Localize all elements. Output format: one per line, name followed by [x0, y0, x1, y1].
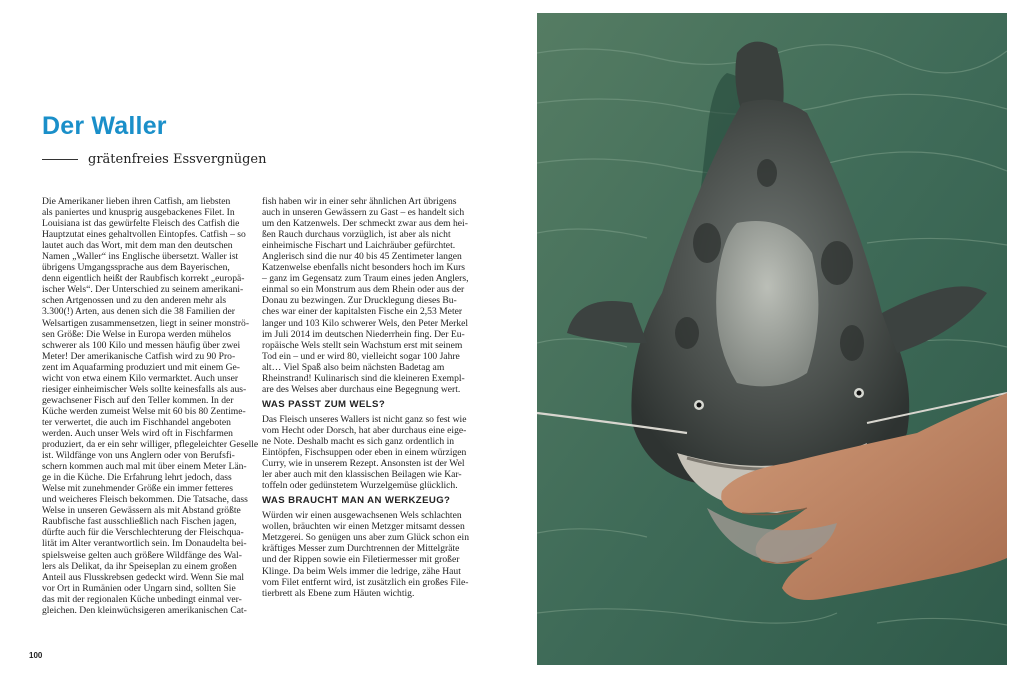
- text-line: Rheinstrand! Kulinarisch sind die kleineren Exempl-: [262, 372, 465, 384]
- text-line: vor Ort in Rumänien oder Ungarn sind, sollten Sie: [42, 582, 236, 594]
- article-title: Der Waller: [42, 112, 167, 140]
- text-line: vom Hecht oder Dorsch, hat aber durchaus eine eige-: [262, 424, 467, 436]
- text-line: Die Amerikaner lieben ihren Catfish, am liebsten: [42, 196, 231, 207]
- text-line: Welse mit zunehmender Größe ein immer fetteres: [42, 483, 234, 495]
- text-line: – ganz im Gegensatz zum Traum eines jeden Anglers,: [262, 273, 469, 285]
- text-line: Würden wir einen ausgewachsenen Wels schlachten: [262, 510, 462, 522]
- text-line: wicht von etwa einem Kilo vermarktet. Auch unser: [42, 372, 239, 384]
- text-line: ter verwertet, die auch im Fischhandel angeboten: [42, 416, 231, 428]
- text-line: werden. Auch unser Wels wird oft in Fischfarmen: [42, 427, 233, 439]
- text-line: Donau zu bezwingen. Zur Drucklegung dieses Bu-: [262, 295, 457, 307]
- text-line: ischer Wels“. Der Unterschied zu seinem amerikani-: [42, 284, 244, 296]
- text-line: 3.300(!) Arten, aus denen sich die 38 Familien der: [42, 306, 235, 318]
- text-line: ge in die Küche. Die Erfahrung lehrt jedoch, dass: [42, 472, 232, 484]
- text-line: ler aber auch mit den klassischen Beilagen wie Kar-: [262, 469, 462, 481]
- catfish-photo: [537, 13, 1007, 665]
- subtitle-row: [42, 150, 267, 168]
- text-line: wollen, bräuchten wir einen Metzger mitsamt dessen: [262, 521, 465, 533]
- text-line: zent im Aquafarming produziert und mit einem Ge-: [42, 361, 240, 373]
- text-line: produziert, da er ein sehr williger, pflegeleichter Geselle: [42, 439, 259, 451]
- page-number: 100: [29, 651, 43, 660]
- text-line: Küche werden zumeist Welse mit 60 bis 80 Zentime-: [42, 405, 246, 417]
- text-line: lautet auch das Wort, mit dem man den deutschen: [42, 240, 233, 252]
- text-line: und der Rippen sowie ein Filetiermesser mit großer: [262, 554, 460, 566]
- text-line: alt… Viel Spaß also beim nächsten Badetag am: [262, 361, 445, 373]
- text-line: schen Artgenossen und zu den anderen mehr als: [42, 295, 227, 307]
- text-line: sen Größe: Die Welse in Europa werden mühelos: [42, 328, 232, 340]
- text-line: Das Fleisch unseres Wallers ist nicht ganz so fest wie: [262, 413, 467, 425]
- text-column-left: [42, 196, 259, 616]
- text-line: lität im Alter verantwortlich sein. Im Donaudelta bei-: [42, 538, 247, 550]
- text-line: Hauptzutat eines gehaltvollen Eintopfes. Catfish – so: [42, 229, 246, 241]
- text-line: einheimische Fischart und Laichräuber gefürchtet.: [262, 240, 456, 252]
- text-line: Katzenwelse ebenfalls nicht besonders hoch im Kurs: [262, 262, 466, 274]
- text-line: Anglerisch sind die nur 40 bis 45 Zentimeter langen: [262, 251, 462, 263]
- text-line: dürfte auch für die Verschlechterung der Fleischqua-: [42, 527, 244, 539]
- text-line: are des Welses aber durchaus eine Begegnung wert.: [262, 383, 461, 395]
- text-line: übrigens Umgangssprache aus dem Bayerischen,: [42, 262, 230, 274]
- text-line: ist. Wildfänge von uns Anglern oder von Berufsfi-: [42, 450, 235, 462]
- text-line: und weicheres Fleisch bekommen. Die Tatsache, dass: [42, 494, 248, 506]
- section-heading-tools: WAS BRAUCHT MAN AN WERKZEUG?: [262, 495, 451, 507]
- subtitle-rule: [42, 159, 78, 160]
- text-line: riesiger einheimischer Wels sollte keinesfalls als aus-: [42, 383, 247, 395]
- text-line: lers als Delikat, da ihr Speiseplan zu einem großen: [42, 560, 237, 572]
- text-line: schwerer als 100 Kilo und messen häufig über zwei: [42, 339, 241, 351]
- text-line: vom Filet entfernt wird, ist zusätzlich ein großes File-: [262, 576, 469, 588]
- text-line: fish haben wir in einer sehr ähnlichen Art übrigens: [262, 196, 457, 207]
- text-line: gewachsener Fisch auf den Teller kommen. In der: [42, 394, 234, 406]
- text-line: Metzgerei. So genügen uns aber zum Glück schon ein: [262, 532, 470, 544]
- text-line: Louisiana ist das gewürfelte Fleisch des Catfish die: [42, 218, 240, 230]
- text-line: Anteil aus Flusskrebsen gedeckt wird. Wenn Sie mal: [42, 571, 245, 583]
- right-page: [510, 0, 1020, 679]
- text-line: Welse in unseren Gewässern als mit Abstand größte: [42, 505, 241, 517]
- text-line: Welsartigen zusammensetzen, liegt in seiner monströ-: [42, 317, 250, 329]
- text-line: denn eigentlich heißt der Raubfisch korrekt „europä-: [42, 273, 245, 285]
- paragraph-group: [262, 196, 469, 395]
- text-line: einmal so ein Monstrum aus dem Rhein oder aus der: [262, 284, 465, 296]
- text-line: Meter! Der amerikanische Catfish wird zu 90 Pro-: [42, 350, 236, 362]
- text-column-right: [262, 196, 470, 599]
- text-line: Namen „Waller“ ins Englische übersetzt. Waller ist: [42, 251, 239, 263]
- text-line: Klinge. Da beim Wels immer die ledrige, zähe Haut: [262, 565, 461, 577]
- text-line: ropäische Wels stellt sein Wachstum erst mit seinem: [262, 339, 463, 351]
- section-heading-pairing: WAS PASST ZUM WELS?: [262, 398, 386, 410]
- text-line: im Juli 2014 im deutschen Niederrhein fing. Der Eu-: [262, 328, 465, 340]
- catfish-in-hand-illustration: [537, 13, 1007, 665]
- text-line: gleichen. Den kleinwüchsigeren amerikanischen Cat-: [42, 604, 247, 616]
- paragraph-group: [262, 413, 467, 492]
- text-line: als paniertes und knusprig ausgebackenes Filet. In: [42, 207, 235, 219]
- text-line: toffeln oder gedünstetem Wurzelgemüse glücklich.: [262, 480, 458, 492]
- text-line: ne Note. Deshalb macht es sich ganz ordentlich in: [262, 435, 455, 447]
- text-line: Eintöpfen, Fischsuppen oder eben in einem würzigen: [262, 447, 467, 459]
- text-line: ßen Rauch durchaus vorzüglich, ist aber als nicht: [262, 229, 451, 241]
- text-line: kräftiges Messer zum Durchtrennen der Mittelgräte: [262, 543, 460, 555]
- fish-belly-patch: [716, 221, 818, 386]
- text-line: langer und 103 Kilo schwerer Wels, den Peter Merkel: [262, 317, 469, 329]
- text-line: auch in unseren Gewässern zu Gast – es handelt sich: [262, 207, 465, 219]
- text-line: schern kommen auch mal mit über einem Meter Län-: [42, 461, 247, 473]
- paragraph-group: [262, 510, 470, 599]
- article-subtitle: grätenfreies Essvergnügen: [88, 151, 267, 167]
- text-line: das mit der regionalen Küche unbedingt einmal ver-: [42, 593, 242, 605]
- text-line: spielsweise gelten auch größere Wildfänge des Wal-: [42, 549, 242, 561]
- text-line: tierbrett als Ebene zum Häuten wichtig.: [262, 587, 415, 599]
- text-line: Curry, wie in unserem Rezept. Ansonsten ist der Wel: [262, 458, 465, 470]
- text-line: ches war einer der kapitalsten Fische ein 2,53 Meter: [262, 306, 463, 318]
- text-line: um den Katzenwels. Der schmeckt zwar aus dem hei-: [262, 218, 468, 230]
- text-line: Raubfische fast ausschließlich nach Fischen jagen,: [42, 516, 237, 528]
- text-line: Tod ein – und er wird 80, vielleicht sogar 100 Jahre: [262, 350, 460, 362]
